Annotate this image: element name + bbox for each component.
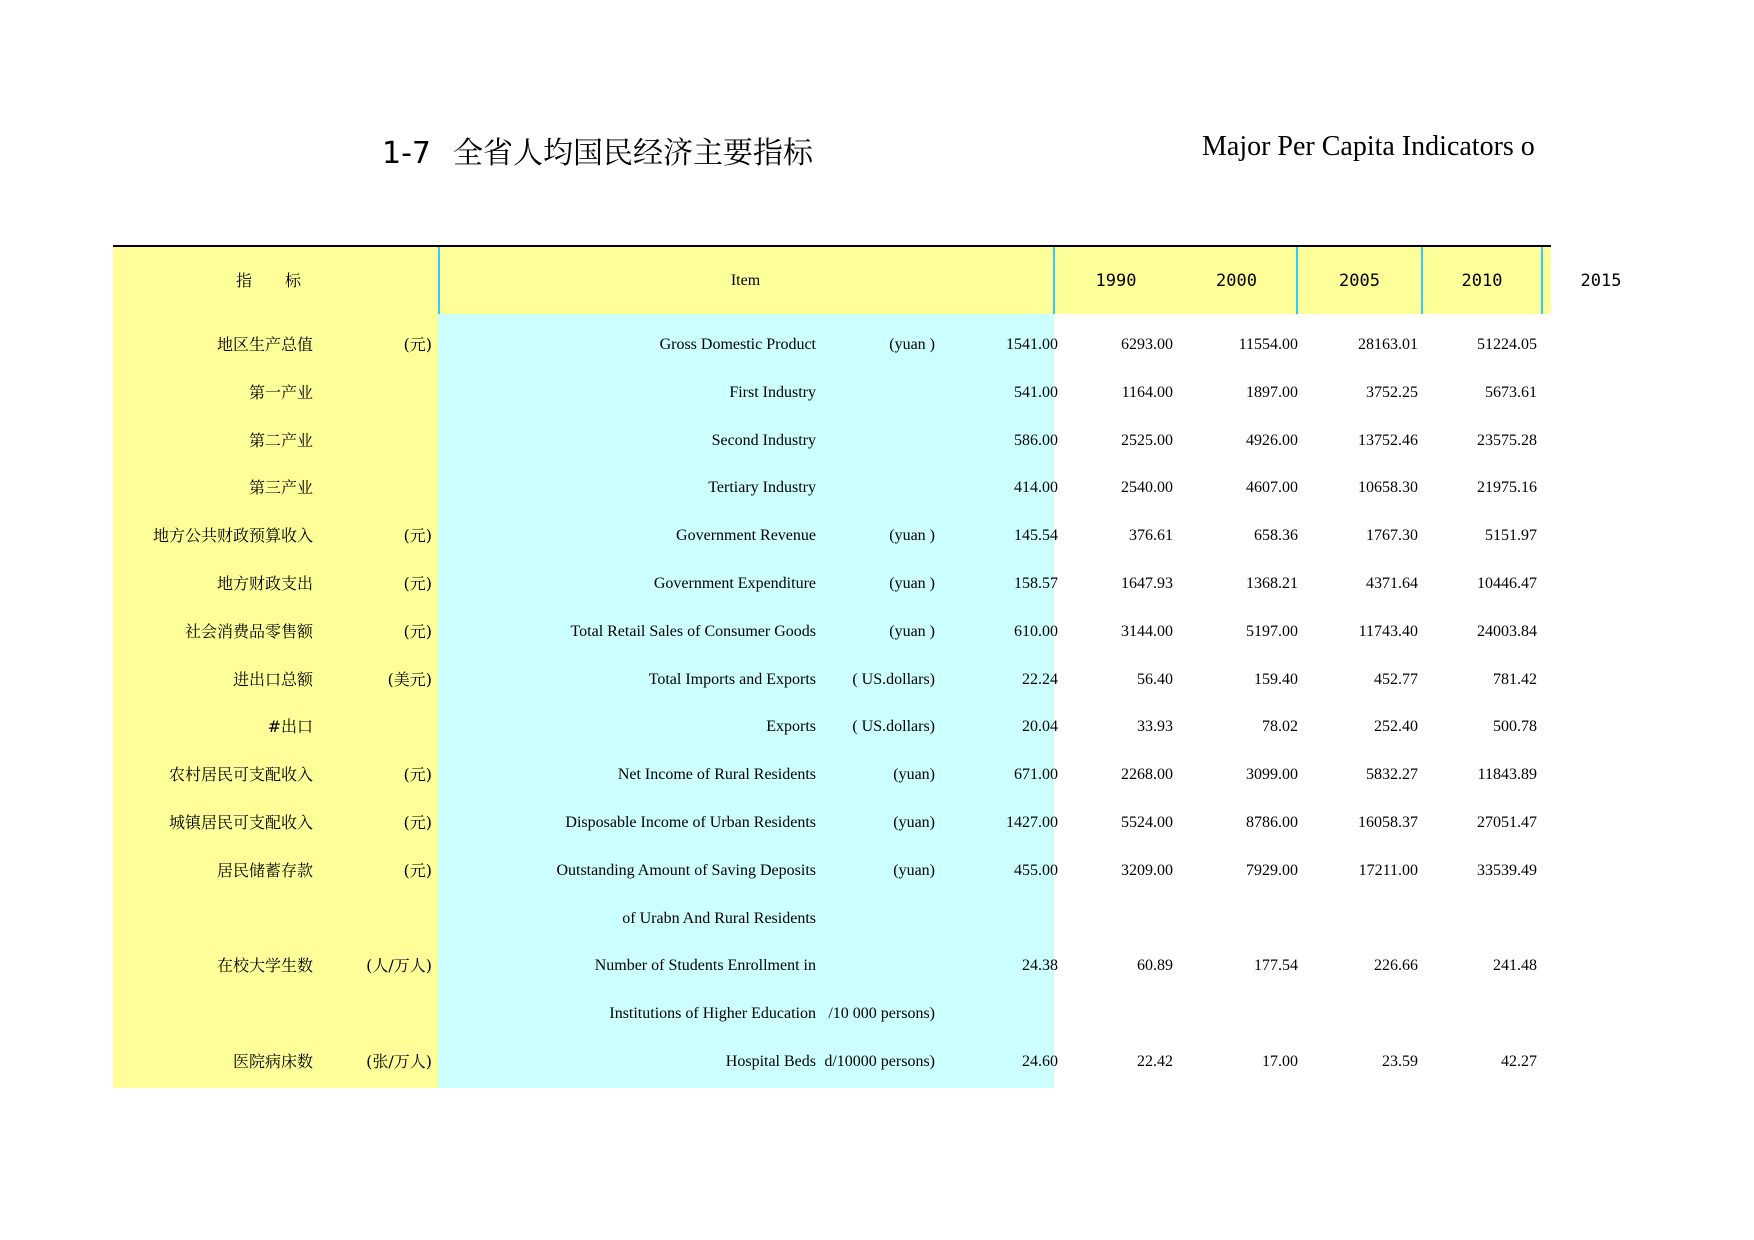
row-value-2015: 21975.16 — [1477, 479, 1537, 496]
row-unit-cn: (人/万人) — [366, 956, 432, 975]
row-unit-cn: (美元) — [387, 670, 432, 689]
row-value-2010: 252.40 — [1374, 718, 1418, 735]
row-label-cn: #出口 — [267, 717, 313, 736]
row-value-2015: 5673.61 — [1485, 384, 1537, 401]
indicator-table — [113, 245, 1622, 1088]
row-label-en: Exports — [766, 718, 816, 735]
row-value-2010: 28163.01 — [1358, 336, 1418, 353]
header-year: 2010 — [1461, 271, 1503, 291]
row-value-2000: 33.93 — [1137, 718, 1173, 735]
row-value-2000: 376.61 — [1129, 527, 1173, 544]
row-value-2000: 2540.00 — [1121, 479, 1173, 496]
row-value-2015: 5151.97 — [1485, 527, 1537, 544]
row-unit-en: /10 000 persons) — [828, 1005, 935, 1022]
row-unit-cn: (元) — [403, 335, 432, 354]
row-value-1990: 671.00 — [1014, 766, 1058, 783]
row-value-2005: 4607.00 — [1246, 479, 1298, 496]
row-unit-en: (yuan) — [893, 766, 935, 783]
row-value-2000: 2268.00 — [1121, 766, 1173, 783]
row-label-en: Tertiary Industry — [708, 479, 816, 496]
row-label-cn: 医院病床数 — [232, 1052, 313, 1071]
row-unit-en: (yuan ) — [889, 623, 935, 640]
row-unit-en: d/10000 persons) — [824, 1053, 935, 1070]
row-label-en: Disposable Income of Urban Residents — [565, 814, 816, 831]
row-value-1990: 455.00 — [1014, 862, 1058, 879]
row-label-en: Hospital Beds — [725, 1053, 816, 1070]
row-unit-en: (yuan ) — [889, 527, 935, 544]
page-title-en: Major Per Capita Indicators o — [1202, 131, 1535, 162]
row-label-en: Net Income of Rural Residents — [617, 766, 816, 783]
row-value-2015: 27051.47 — [1477, 814, 1537, 831]
row-value-2000: 1647.93 — [1121, 575, 1173, 592]
row-label-cn: 第三产业 — [248, 478, 313, 497]
row-value-2005: 3099.00 — [1246, 766, 1298, 783]
row-value-1990: 1541.00 — [1006, 336, 1058, 353]
row-label-en: of Urabn And Rural Residents — [622, 910, 816, 927]
row-value-2000: 22.42 — [1137, 1053, 1173, 1070]
row-value-2015: 781.42 — [1493, 671, 1537, 688]
row-value-2015: 241.48 — [1493, 957, 1537, 974]
header-item-en: Item — [730, 272, 761, 289]
row-value-2005: 17.00 — [1262, 1053, 1298, 1070]
row-label-cn: 进出口总额 — [232, 670, 313, 689]
row-unit-cn: (元) — [403, 574, 432, 593]
row-value-2010: 16058.37 — [1358, 814, 1418, 831]
row-value-1990: 145.54 — [1014, 527, 1058, 544]
row-label-cn: 社会消费品零售额 — [184, 622, 313, 641]
row-value-1990: 24.38 — [1022, 957, 1058, 974]
row-value-2005: 7929.00 — [1246, 862, 1298, 879]
row-value-2010: 17211.00 — [1358, 862, 1418, 879]
row-unit-cn: (元) — [403, 765, 432, 784]
row-label-cn: 城镇居民可支配收入 — [168, 813, 313, 832]
row-label-en: Second Industry — [711, 432, 816, 449]
row-label-cn: 地方公共财政预算收入 — [152, 526, 313, 545]
row-value-2005: 1897.00 — [1246, 384, 1298, 401]
header-indicator-cn: 指 标 — [235, 271, 316, 290]
row-value-2000: 60.89 — [1137, 957, 1173, 974]
top-rule — [113, 245, 1551, 247]
row-value-2010: 226.66 — [1374, 957, 1418, 974]
row-unit-cn: (张/万人) — [366, 1052, 432, 1071]
row-value-1990: 24.60 — [1022, 1053, 1058, 1070]
row-unit-cn: (元) — [403, 861, 432, 880]
row-value-1990: 22.24 — [1022, 671, 1058, 688]
row-value-2015: 42.27 — [1501, 1053, 1537, 1070]
row-value-2005: 5197.00 — [1246, 623, 1298, 640]
row-unit-cn: (元) — [403, 622, 432, 641]
row-unit-cn: (元) — [403, 526, 432, 545]
row-value-2010: 4371.64 — [1366, 575, 1418, 592]
row-unit-cn: (元) — [403, 813, 432, 832]
row-value-1990: 1427.00 — [1006, 814, 1058, 831]
row-label-en: Number of Students Enrollment in — [594, 957, 816, 974]
row-label-cn: 第一产业 — [248, 383, 313, 402]
row-value-2005: 159.40 — [1254, 671, 1298, 688]
header-year: 2000 — [1216, 271, 1257, 291]
row-value-2005: 78.02 — [1262, 718, 1298, 735]
row-value-2010: 13752.46 — [1358, 432, 1418, 449]
row-value-2005: 11554.00 — [1238, 336, 1298, 353]
row-value-2000: 3209.00 — [1121, 862, 1173, 879]
page-title-cn — [382, 128, 813, 172]
header-year: 2005 — [1339, 271, 1380, 291]
header-year: 1990 — [1095, 271, 1137, 291]
row-value-1990: 20.04 — [1022, 718, 1058, 735]
row-value-1990: 158.57 — [1014, 575, 1058, 592]
row-label-en: Government Expenditure — [653, 575, 816, 592]
row-value-2000: 2525.00 — [1121, 432, 1173, 449]
row-value-2015: 23575.28 — [1477, 432, 1537, 449]
row-label-en: Outstanding Amount of Saving Deposits — [556, 862, 816, 879]
row-label-en: Institutions of Higher Education — [609, 1005, 816, 1022]
table-number: 1-7 — [382, 136, 431, 171]
row-value-2010: 452.77 — [1374, 671, 1418, 688]
row-value-2015: 51224.05 — [1477, 336, 1537, 353]
row-value-2000: 56.40 — [1137, 671, 1173, 688]
row-unit-en: ( US.dollars) — [852, 671, 935, 688]
row-unit-en: (yuan ) — [889, 575, 935, 592]
row-value-2010: 23.59 — [1382, 1053, 1418, 1070]
row-value-2015: 11843.89 — [1477, 766, 1537, 783]
row-unit-en: (yuan ) — [889, 336, 935, 353]
row-label-cn: 在校大学生数 — [216, 956, 313, 975]
row-value-2015: 10446.47 — [1477, 575, 1537, 592]
title-cn-text: 全省人均国民经济主要指标 — [453, 136, 813, 171]
row-value-2010: 10658.30 — [1358, 479, 1418, 496]
row-label-en: Gross Domestic Product — [659, 336, 816, 353]
row-value-2015: 500.78 — [1493, 718, 1537, 735]
row-value-2005: 658.36 — [1254, 527, 1298, 544]
row-label-en: Total Retail Sales of Consumer Goods — [570, 623, 816, 640]
row-unit-en: ( US.dollars) — [852, 718, 935, 735]
row-label-cn: 第二产业 — [248, 431, 313, 450]
row-label-en: Government Revenue — [676, 527, 816, 544]
row-value-2010: 5832.27 — [1366, 766, 1418, 783]
row-label-cn: 农村居民可支配收入 — [168, 765, 313, 784]
row-value-2010: 3752.25 — [1366, 384, 1418, 401]
row-label-cn: 居民储蓄存款 — [216, 861, 313, 880]
row-value-2010: 11743.40 — [1358, 623, 1418, 640]
row-value-2005: 1368.21 — [1246, 575, 1298, 592]
row-label-cn: 地方财政支出 — [216, 574, 313, 593]
row-unit-en: (yuan) — [893, 814, 935, 831]
row-label-en: Total Imports and Exports — [648, 671, 816, 688]
row-value-2015: 33539.49 — [1477, 862, 1537, 879]
row-value-1990: 610.00 — [1014, 623, 1058, 640]
row-value-2000: 6293.00 — [1121, 336, 1173, 353]
row-value-2015: 24003.84 — [1477, 623, 1537, 640]
row-unit-en: (yuan) — [893, 862, 935, 879]
row-value-2005: 4926.00 — [1246, 432, 1298, 449]
row-value-1990: 541.00 — [1014, 384, 1058, 401]
row-value-2000: 5524.00 — [1121, 814, 1173, 831]
row-value-1990: 414.00 — [1014, 479, 1058, 496]
row-value-2010: 1767.30 — [1366, 527, 1418, 544]
row-value-2005: 8786.00 — [1246, 814, 1298, 831]
row-value-2000: 3144.00 — [1121, 623, 1173, 640]
row-value-2000: 1164.00 — [1121, 384, 1173, 401]
row-label-en: First Industry — [729, 384, 816, 401]
row-value-1990: 586.00 — [1014, 432, 1058, 449]
header-year: 2015 — [1580, 271, 1622, 291]
row-label-cn: 地区生产总值 — [216, 335, 313, 354]
row-value-2005: 177.54 — [1254, 957, 1298, 974]
